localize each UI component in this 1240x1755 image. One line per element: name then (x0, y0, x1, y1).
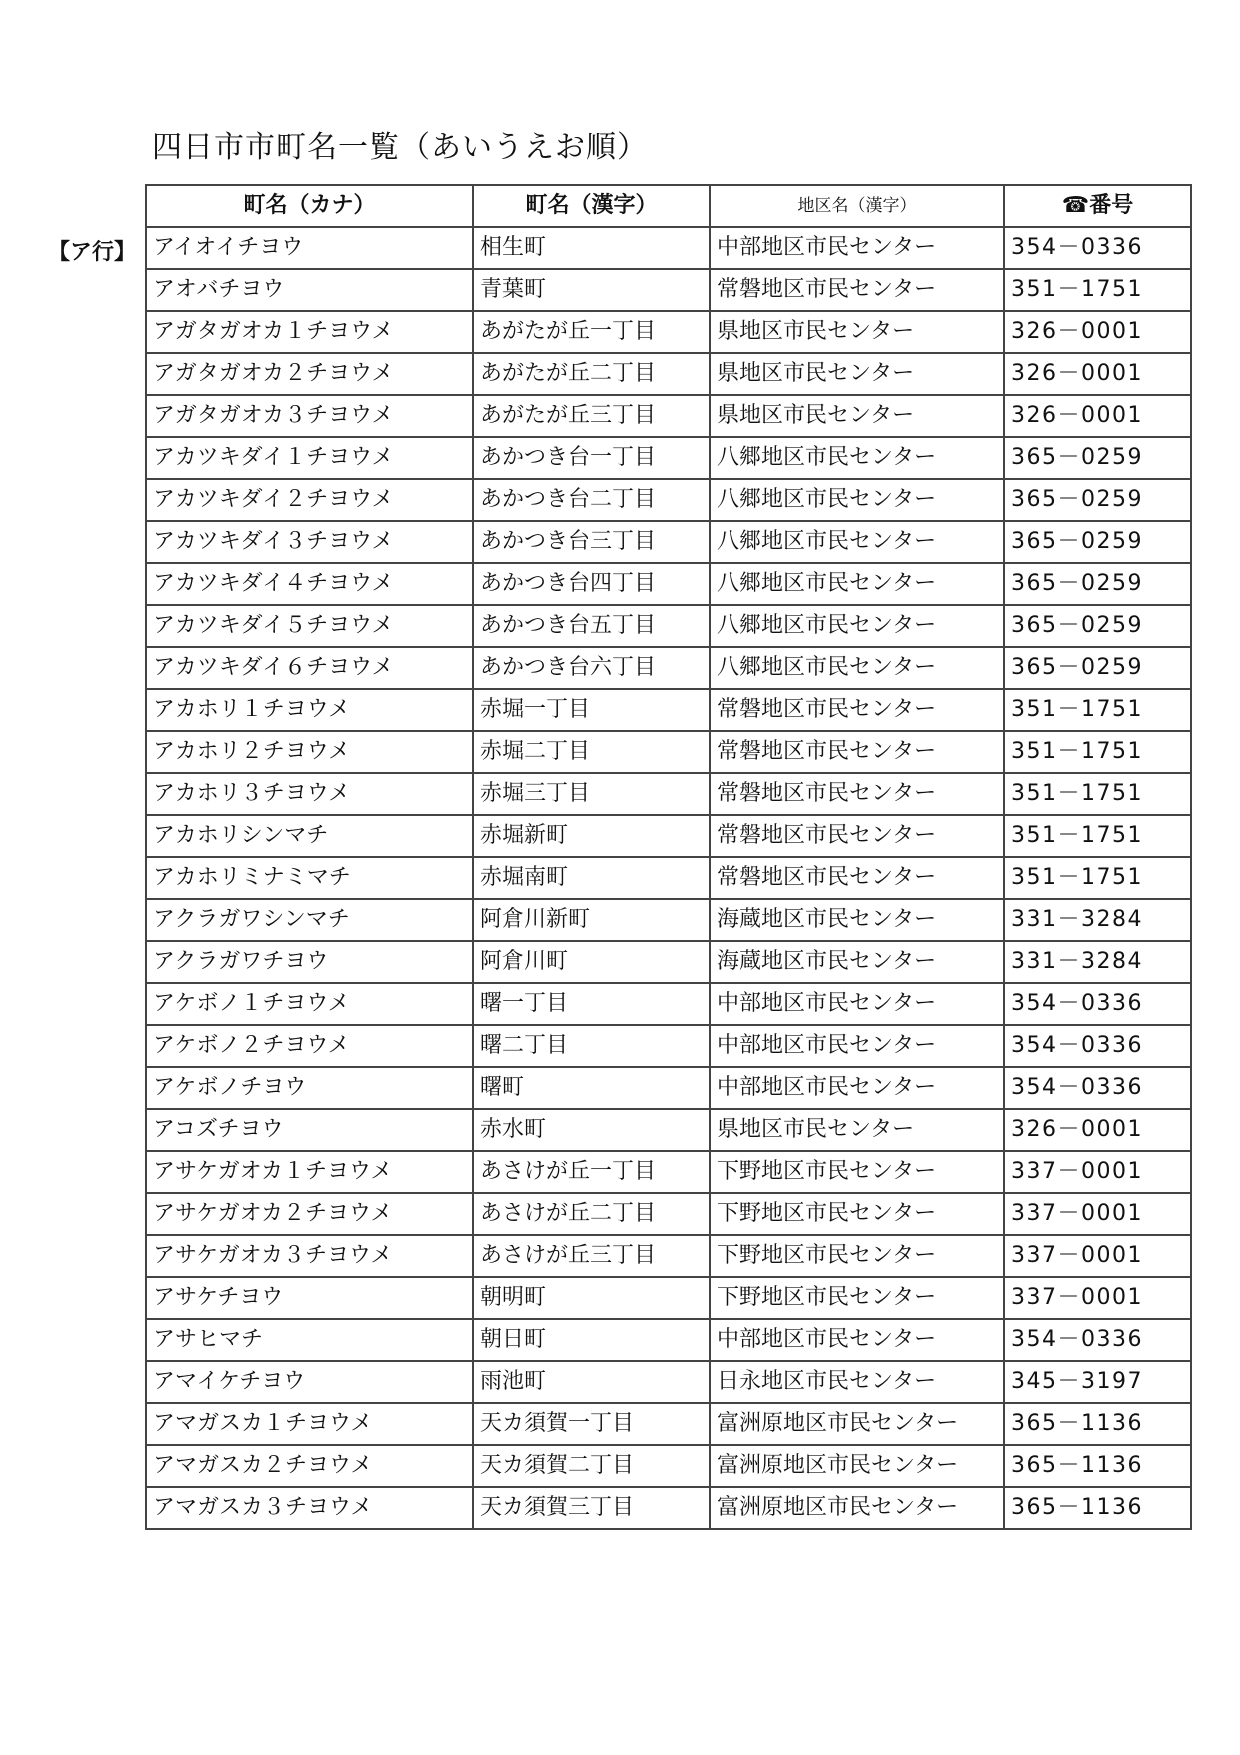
section-label-a-row: 【ア行】 (48, 240, 137, 265)
cell-kana: アマガスカ３チヨウメ (146, 1487, 473, 1529)
cell-phone: 351－1751 (1004, 731, 1191, 773)
cell-district: 八郷地区市民センター (710, 479, 1004, 521)
cell-phone: 354－0336 (1004, 983, 1191, 1025)
cell-kana: アカツキダイ１チヨウメ (146, 437, 473, 479)
cell-district: 中部地区市民センター (710, 1319, 1004, 1361)
table-row (146, 605, 1191, 647)
cell-district: 八郷地区市民センター (710, 605, 1004, 647)
cell-district: 常磐地区市民センター (710, 731, 1004, 773)
cell-phone: 326－0001 (1004, 1109, 1191, 1151)
cell-district: 下野地区市民センター (710, 1277, 1004, 1319)
table-row (146, 521, 1191, 563)
cell-kanji: あさけが丘一丁目 (473, 1151, 710, 1193)
cell-kana: アカツキダイ５チヨウメ (146, 605, 473, 647)
table-row (146, 647, 1191, 689)
cell-kana: アカホリ３チヨウメ (146, 773, 473, 815)
cell-district: 日永地区市民センター (710, 1361, 1004, 1403)
cell-kana: アカツキダイ４チヨウメ (146, 563, 473, 605)
cell-kana: アガタガオカ３チヨウメ (146, 395, 473, 437)
cell-phone: 351－1751 (1004, 689, 1191, 731)
cell-district: 海蔵地区市民センター (710, 941, 1004, 983)
cell-kanji: 朝日町 (473, 1319, 710, 1361)
cell-kanji: 阿倉川新町 (473, 899, 710, 941)
cell-kanji: あがたが丘三丁目 (473, 395, 710, 437)
cell-kana: アケボノチヨウ (146, 1067, 473, 1109)
cell-kanji: 朝明町 (473, 1277, 710, 1319)
header-row (146, 185, 1191, 227)
cell-kana: アカホリ２チヨウメ (146, 731, 473, 773)
table-row (146, 689, 1191, 731)
cell-district: 八郷地区市民センター (710, 437, 1004, 479)
cell-kana: アケボノ１チヨウメ (146, 983, 473, 1025)
cell-kanji: あがたが丘二丁目 (473, 353, 710, 395)
cell-kana: アカホリミナミマチ (146, 857, 473, 899)
table-row (146, 731, 1191, 773)
cell-kana: アカツキダイ２チヨウメ (146, 479, 473, 521)
table-row (146, 1445, 1191, 1487)
cell-district: 八郷地区市民センター (710, 521, 1004, 563)
cell-kanji: 青葉町 (473, 269, 710, 311)
cell-kanji: 赤堀新町 (473, 815, 710, 857)
table-row (146, 815, 1191, 857)
cell-kana: アケボノ２チヨウメ (146, 1025, 473, 1067)
cell-phone: 365－1136 (1004, 1445, 1191, 1487)
header-phone: ☎番号 (1004, 185, 1191, 227)
table-row (146, 1025, 1191, 1067)
table-row (146, 437, 1191, 479)
cell-kanji: 赤堀二丁目 (473, 731, 710, 773)
cell-kanji: 天カ須賀三丁目 (473, 1487, 710, 1529)
cell-phone: 337－0001 (1004, 1193, 1191, 1235)
cell-district: 常磐地区市民センター (710, 857, 1004, 899)
cell-kanji: 曙一丁目 (473, 983, 710, 1025)
cell-kana: アコズチヨウ (146, 1109, 473, 1151)
cell-kanji: あがたが丘一丁目 (473, 311, 710, 353)
cell-phone: 326－0001 (1004, 311, 1191, 353)
cell-district: 常磐地区市民センター (710, 689, 1004, 731)
page-title: 四日市市町名一覧（あいうえお順） (152, 130, 648, 165)
table-row (146, 353, 1191, 395)
cell-kanji: 赤堀南町 (473, 857, 710, 899)
cell-phone: 331－3284 (1004, 941, 1191, 983)
cell-kanji: 曙二丁目 (473, 1025, 710, 1067)
cell-kana: アサケガオカ１チヨウメ (146, 1151, 473, 1193)
cell-phone: 365－0259 (1004, 563, 1191, 605)
cell-kanji: あさけが丘三丁目 (473, 1235, 710, 1277)
cell-district: 常磐地区市民センター (710, 269, 1004, 311)
cell-kana: アガタガオカ１チヨウメ (146, 311, 473, 353)
cell-phone: 337－0001 (1004, 1151, 1191, 1193)
table-row (146, 479, 1191, 521)
header-kanji: 町名（漢字） (473, 185, 710, 227)
table-row (146, 1277, 1191, 1319)
table-row (146, 1235, 1191, 1277)
cell-phone: 337－0001 (1004, 1235, 1191, 1277)
cell-district: 県地区市民センター (710, 311, 1004, 353)
cell-kana: アクラガワチヨウ (146, 941, 473, 983)
town-table (145, 184, 1192, 1530)
table-row (146, 1151, 1191, 1193)
cell-kana: アサケガオカ２チヨウメ (146, 1193, 473, 1235)
cell-district: 県地区市民センター (710, 353, 1004, 395)
table-row (146, 899, 1191, 941)
cell-kanji: あかつき台一丁目 (473, 437, 710, 479)
cell-kanji: あかつき台三丁目 (473, 521, 710, 563)
cell-phone: 365－0259 (1004, 521, 1191, 563)
cell-kanji: あかつき台二丁目 (473, 479, 710, 521)
cell-kanji: 赤水町 (473, 1109, 710, 1151)
cell-kana: アクラガワシンマチ (146, 899, 473, 941)
cell-district: 海蔵地区市民センター (710, 899, 1004, 941)
cell-kana: アサケガオカ３チヨウメ (146, 1235, 473, 1277)
cell-phone: 354－0336 (1004, 1319, 1191, 1361)
cell-kana: アマイケチヨウ (146, 1361, 473, 1403)
cell-kana: アイオイチヨウ (146, 227, 473, 269)
cell-kanji: 相生町 (473, 227, 710, 269)
table-row (146, 1361, 1191, 1403)
cell-district: 県地区市民センター (710, 395, 1004, 437)
table-row (146, 773, 1191, 815)
header-kana: 町名（カナ） (146, 185, 473, 227)
cell-phone: 345－3197 (1004, 1361, 1191, 1403)
cell-phone: 354－0336 (1004, 227, 1191, 269)
cell-phone: 365－0259 (1004, 437, 1191, 479)
cell-phone: 326－0001 (1004, 353, 1191, 395)
cell-district: 常磐地区市民センター (710, 773, 1004, 815)
cell-district: 富洲原地区市民センター (710, 1403, 1004, 1445)
table-row (146, 1487, 1191, 1529)
table-row (146, 1193, 1191, 1235)
cell-kanji: あかつき台五丁目 (473, 605, 710, 647)
cell-kanji: 曙町 (473, 1067, 710, 1109)
cell-district: 下野地区市民センター (710, 1235, 1004, 1277)
cell-district: 中部地区市民センター (710, 1067, 1004, 1109)
table-row (146, 1319, 1191, 1361)
cell-phone: 354－0336 (1004, 1025, 1191, 1067)
cell-kana: アマガスカ２チヨウメ (146, 1445, 473, 1487)
cell-phone: 351－1751 (1004, 269, 1191, 311)
cell-phone: 351－1751 (1004, 815, 1191, 857)
table-row (146, 395, 1191, 437)
cell-phone: 326－0001 (1004, 395, 1191, 437)
cell-kana: アカホリ１チヨウメ (146, 689, 473, 731)
cell-district: 中部地区市民センター (710, 983, 1004, 1025)
cell-kana: アサヒマチ (146, 1319, 473, 1361)
cell-phone: 365－0259 (1004, 479, 1191, 521)
cell-phone: 365－1136 (1004, 1403, 1191, 1445)
cell-district: 八郷地区市民センター (710, 563, 1004, 605)
cell-kanji: 阿倉川町 (473, 941, 710, 983)
cell-district: 中部地区市民センター (710, 1025, 1004, 1067)
cell-district: 中部地区市民センター (710, 227, 1004, 269)
cell-kanji: 天カ須賀二丁目 (473, 1445, 710, 1487)
cell-kana: アカツキダイ６チヨウメ (146, 647, 473, 689)
header-district: 地区名（漢字） (710, 185, 1004, 227)
cell-kana: アオバチヨウ (146, 269, 473, 311)
cell-phone: 337－0001 (1004, 1277, 1191, 1319)
cell-phone: 351－1751 (1004, 857, 1191, 899)
cell-kanji: 天カ須賀一丁目 (473, 1403, 710, 1445)
cell-phone: 365－1136 (1004, 1487, 1191, 1529)
cell-kana: アマガスカ１チヨウメ (146, 1403, 473, 1445)
cell-district: 富洲原地区市民センター (710, 1487, 1004, 1529)
table-row (146, 857, 1191, 899)
cell-kana: アガタガオカ２チヨウメ (146, 353, 473, 395)
cell-phone: 331－3284 (1004, 899, 1191, 941)
table-row (146, 983, 1191, 1025)
table-row (146, 1109, 1191, 1151)
table-row (146, 227, 1191, 269)
cell-kana: アサケチヨウ (146, 1277, 473, 1319)
table-row (146, 941, 1191, 983)
cell-phone: 365－0259 (1004, 647, 1191, 689)
cell-kanji: あかつき台四丁目 (473, 563, 710, 605)
table-row (146, 269, 1191, 311)
cell-district: 富洲原地区市民センター (710, 1445, 1004, 1487)
cell-kana: アカホリシンマチ (146, 815, 473, 857)
cell-district: 県地区市民センター (710, 1109, 1004, 1151)
table-row (146, 1067, 1191, 1109)
cell-phone: 365－0259 (1004, 605, 1191, 647)
cell-phone: 354－0336 (1004, 1067, 1191, 1109)
cell-kanji: 赤堀三丁目 (473, 773, 710, 815)
cell-district: 下野地区市民センター (710, 1151, 1004, 1193)
cell-kanji: 赤堀一丁目 (473, 689, 710, 731)
table-row (146, 311, 1191, 353)
cell-district: 八郷地区市民センター (710, 647, 1004, 689)
cell-district: 常磐地区市民センター (710, 815, 1004, 857)
cell-kanji: あかつき台六丁目 (473, 647, 710, 689)
cell-phone: 351－1751 (1004, 773, 1191, 815)
cell-kanji: 雨池町 (473, 1361, 710, 1403)
cell-district: 下野地区市民センター (710, 1193, 1004, 1235)
cell-kana: アカツキダイ３チヨウメ (146, 521, 473, 563)
cell-kanji: あさけが丘二丁目 (473, 1193, 710, 1235)
table-row (146, 1403, 1191, 1445)
table-row (146, 563, 1191, 605)
